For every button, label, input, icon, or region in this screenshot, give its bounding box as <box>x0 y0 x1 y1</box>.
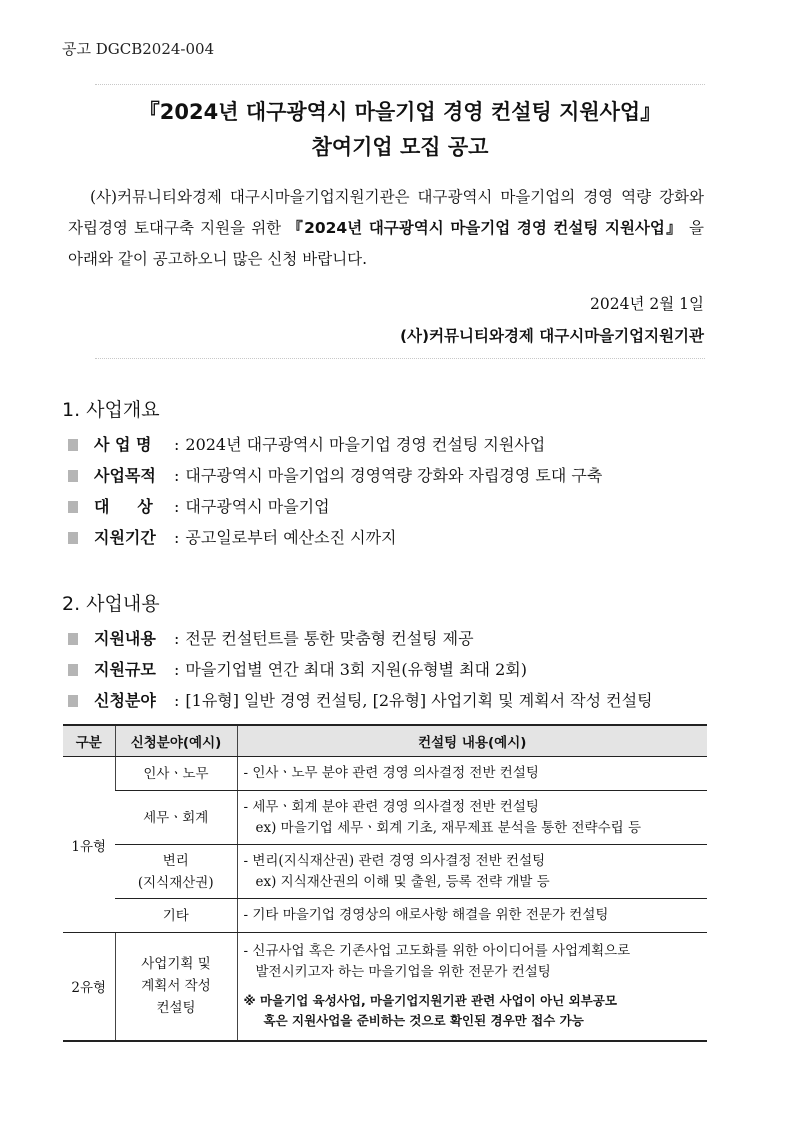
item-value: 공고일로부터 예산소진 시까지 <box>185 528 397 547</box>
intro-text-before: (사)커뮤니티와경제 대구시마을기업지원기관은 대구광역시 마을기업의 경영 역량 강화와 자립경영 토대구축 지원을 위한 <box>68 188 704 237</box>
area-cell: 세무ㆍ회계 <box>115 791 237 845</box>
table-row <box>63 899 707 933</box>
organization-name: (사)커뮤니티와경제 대구시마을기업지원기관 <box>399 327 704 345</box>
content-example: ex) 지식재산권의 이해 및 출원, 등록 전략 개발 등 <box>255 873 550 890</box>
item-value: 2024년 대구광역시 마을기업 경영 컨설팅 지원사업 <box>185 435 546 454</box>
content-cell <box>237 933 707 1041</box>
item-label: 대 상 <box>94 497 153 516</box>
item-value: 전문 컨설턴트를 통한 맞춤형 컨설팅 제공 <box>185 629 474 648</box>
item-value: 대구광역시 마을기업의 경영역량 강화와 자립경영 토대 구축 <box>185 466 603 485</box>
notice-number: 공고 DGCB2024-004 <box>62 40 215 58</box>
item-value: 대구광역시 마을기업 <box>185 497 330 516</box>
title-line-1: 『2024년 대구광역시 마을기업 경영 컨설팅 지원사업』 <box>138 100 662 124</box>
section-1-heading: 1. 사업개요 <box>62 399 160 421</box>
table-row <box>63 933 707 1041</box>
content-item: 지원규모 : 마을기업별 연간 최대 3회 지원(유형별 최대 2회) <box>68 657 527 680</box>
area-line: (지식재산권) <box>137 874 214 891</box>
content-line: - 신규사업 혹은 기존사업 고도화를 위한 아이디어를 사업계획으로 <box>243 943 631 960</box>
bullet-square-icon <box>68 664 78 676</box>
area-line: 계획서 작성 <box>141 978 211 995</box>
item-label: 지원규모 <box>94 660 156 679</box>
bullet-square-icon <box>68 501 78 513</box>
content-cell <box>237 791 707 845</box>
item-value: [1유형] 일반 경영 컨설팅, [2유형] 사업기획 및 계획서 작성 컨설팅 <box>185 691 653 710</box>
type-1-cell: 1유형 <box>63 757 115 933</box>
content-item: 신청분야 : [1유형] 일반 경영 컨설팅, [2유형] 사업기획 및 계획서 작성 컨설팅 <box>68 688 653 711</box>
note-line: 혹은 지원사업을 준비하는 것으로 확인된 경우만 접수 가능 <box>263 1013 584 1029</box>
header-area: 신청분야(예시) <box>115 725 237 757</box>
area-line: 변리 <box>162 852 189 869</box>
content-cell <box>237 845 707 899</box>
top-divider <box>95 84 705 85</box>
content-line: 발전시키고자 하는 마을기업을 위한 전문가 컨설팅 <box>255 964 551 981</box>
note-line: ※ 마을기업 육성사업, 마을기업지원기관 관련 사업이 아닌 외부공모 <box>243 993 617 1009</box>
title-line-2: 참여기업 모집 공고 <box>311 135 489 159</box>
table-row <box>63 845 707 899</box>
overview-item: 지원기간 : 공고일로부터 예산소진 시까지 <box>68 525 397 548</box>
area-cell <box>115 933 237 1041</box>
bullet-square-icon <box>68 470 78 482</box>
content-cell: - 인사ㆍ노무 분야 관련 경영 의사결정 전반 컨설팅 <box>237 757 707 791</box>
header-divider <box>95 358 705 359</box>
table-header-row <box>63 725 707 757</box>
type-2-cell: 2유형 <box>63 933 115 1041</box>
content-line: - 변리(지식재산권) 관련 경영 의사결정 전반 컨설팅 <box>243 852 546 869</box>
item-label: 사업목적 <box>94 466 156 485</box>
overview-item: 사 업 명 : 2024년 대구광역시 마을기업 경영 컨설팅 지원사업 <box>68 432 545 455</box>
area-line: 사업기획 및 <box>141 956 211 973</box>
intro-text-after: 을 아래와 같이 공고하오니 많은 신청 바랍니다. <box>68 219 705 268</box>
item-label: 지원내용 <box>94 629 156 648</box>
intro-program-name: 『2024년 대구광역시 마을기업 경영 컨설팅 지원사업』 <box>287 219 683 237</box>
content-example: ex) 마을기업 세무ㆍ회계 기초, 재무제표 분석을 통한 전략수립 등 <box>255 819 642 836</box>
item-label: 신청분야 <box>94 691 156 710</box>
overview-item: 대 상 : 대구광역시 마을기업 <box>68 494 330 517</box>
overview-item: 사업목적 : 대구광역시 마을기업의 경영역량 강화와 자립경영 토대 구축 <box>68 463 602 486</box>
bullet-square-icon <box>68 695 78 707</box>
content-cell: - 기타 마을기업 경영상의 애로사항 해결을 위한 전문가 컨설팅 <box>237 899 707 933</box>
content-item: 지원내용 : 전문 컨설턴트를 통한 맞춤형 컨설팅 제공 <box>68 626 474 649</box>
bullet-square-icon <box>68 439 78 451</box>
announcement-date: 2024년 2월 1일 <box>590 295 704 313</box>
table-row <box>63 757 707 791</box>
bullet-square-icon <box>68 633 78 645</box>
item-label: 지원기간 <box>94 528 156 547</box>
bullet-square-icon <box>68 532 78 544</box>
table-row <box>63 791 707 845</box>
section-2-heading: 2. 사업내용 <box>62 593 160 615</box>
consulting-table <box>63 724 707 1042</box>
area-line: 컨설팅 <box>156 1000 196 1017</box>
item-value: 마을기업별 연간 최대 3회 지원(유형별 최대 2회) <box>185 660 527 679</box>
area-cell: 기타 <box>115 899 237 933</box>
item-label: 사 업 명 <box>94 435 152 454</box>
content-line: - 세무ㆍ회계 분야 관련 경영 의사결정 전반 컨설팅 <box>243 798 539 815</box>
intro-paragraph <box>68 182 704 275</box>
area-cell: 인사ㆍ노무 <box>115 757 237 791</box>
area-cell <box>115 845 237 899</box>
header-content: 컨설팅 내용(예시) <box>237 725 707 757</box>
header-type: 구분 <box>63 725 115 757</box>
